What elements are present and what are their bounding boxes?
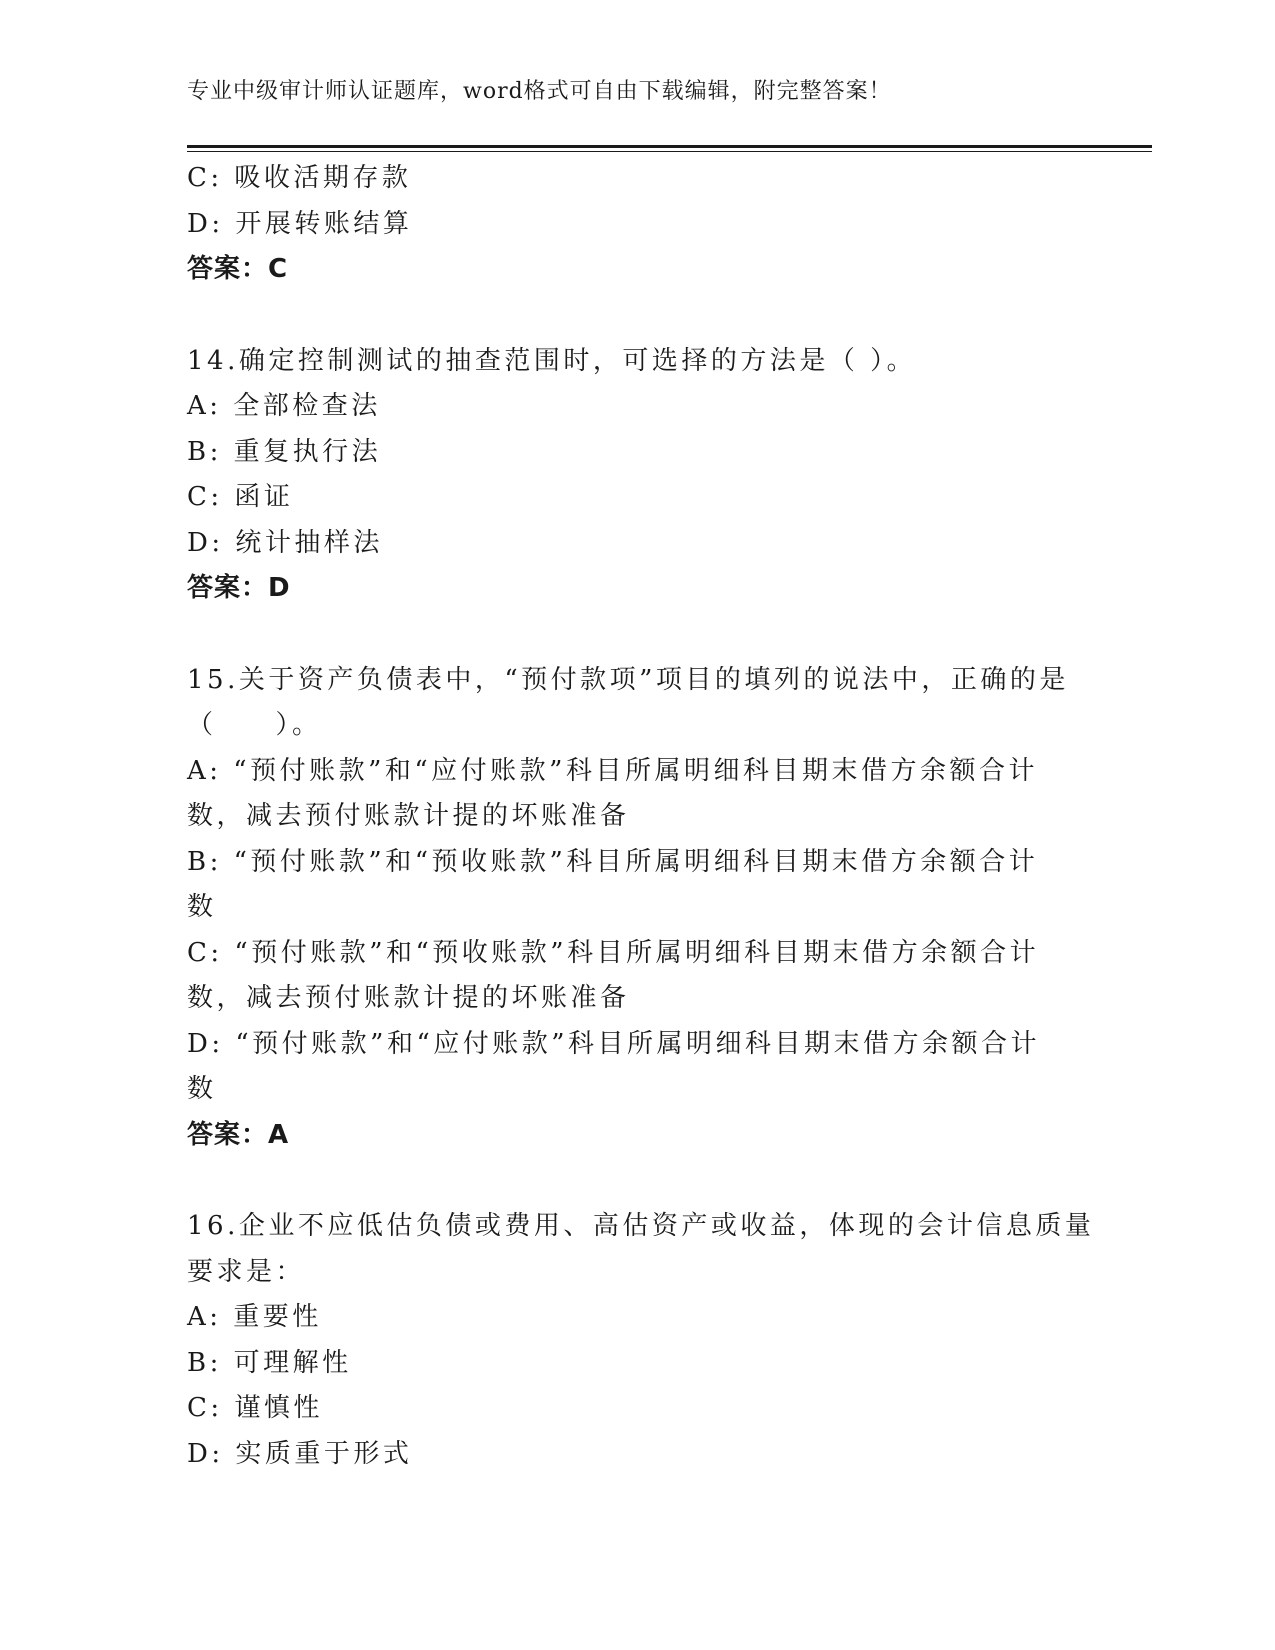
q13-answer: 答案：C [187, 254, 289, 284]
spacer [187, 293, 1087, 339]
q15-stem-line1: 15.关于资产负债表中，“预付款项”项目的填列的说法中，正确的是 [187, 664, 1069, 695]
q16-stem-line1: 16.企业不应低估负债或费用、高估资产或收益，体现的会计信息质量 [187, 1211, 1095, 1241]
q15-answer: 答案：A [187, 1119, 290, 1150]
q14-stem: 14.确定控制测试的抽查范围时，可选择的方法是（ ）。 [187, 345, 917, 376]
page-header: 专业中级审计师认证题库，word格式可自由下载编辑，附完整答案！ [187, 79, 892, 104]
q15-option-d-line1: D: “预付账款”和“应付账款”科目所属明细科目期末借方余额合计 [187, 1028, 1041, 1059]
header-rule-thin [187, 151, 1152, 152]
q14-option-b: B: 重复执行法 [187, 436, 382, 467]
spacer [187, 612, 1087, 658]
q14-option-d: D: 统计抽样法 [187, 527, 383, 558]
q15-option-d-line2: 数 [187, 1074, 217, 1104]
q14-option-a: A: 全部检查法 [187, 391, 381, 421]
spacer [187, 1158, 1087, 1204]
q15-option-a-line1: A: “预付账款”和“应付账款”科目所属明细科目期末借方余额合计 [187, 755, 1038, 786]
q16-option-c: C: 谨慎性 [187, 1393, 323, 1423]
q16-option-a: A: 重要性 [187, 1302, 322, 1332]
q15-option-c-line2: 数，减去预付账款计提的坏账准备 [187, 983, 630, 1013]
q14-answer: 答案：D [187, 573, 291, 603]
q15-option-c-line1: C: “预付账款”和“预收账款”科目所属明细科目期末借方余额合计 [187, 937, 1040, 968]
q15-option-b-line1: B: “预付账款”和“预收账款”科目所属明细科目期末借方余额合计 [187, 846, 1039, 877]
q16-option-d: D: 实质重于形式 [187, 1438, 413, 1469]
q15-stem-line2: （ ）。 [187, 710, 322, 740]
q13-option-c: C: 吸收活期存款 [187, 163, 412, 193]
q16-option-b: B: 可理解性 [187, 1347, 352, 1378]
q15-option-a-line2: 数，减去预付账款计提的坏账准备 [187, 801, 630, 831]
question-content [187, 156, 1095, 1477]
q16-stem-line2: 要求是： [187, 1256, 306, 1287]
q13-option-d: D: 开展转账结算 [187, 208, 413, 239]
q14-option-c: C: 函证 [187, 482, 294, 512]
header-rule-thick [187, 145, 1152, 148]
q15-option-b-line2: 数 [187, 892, 217, 922]
